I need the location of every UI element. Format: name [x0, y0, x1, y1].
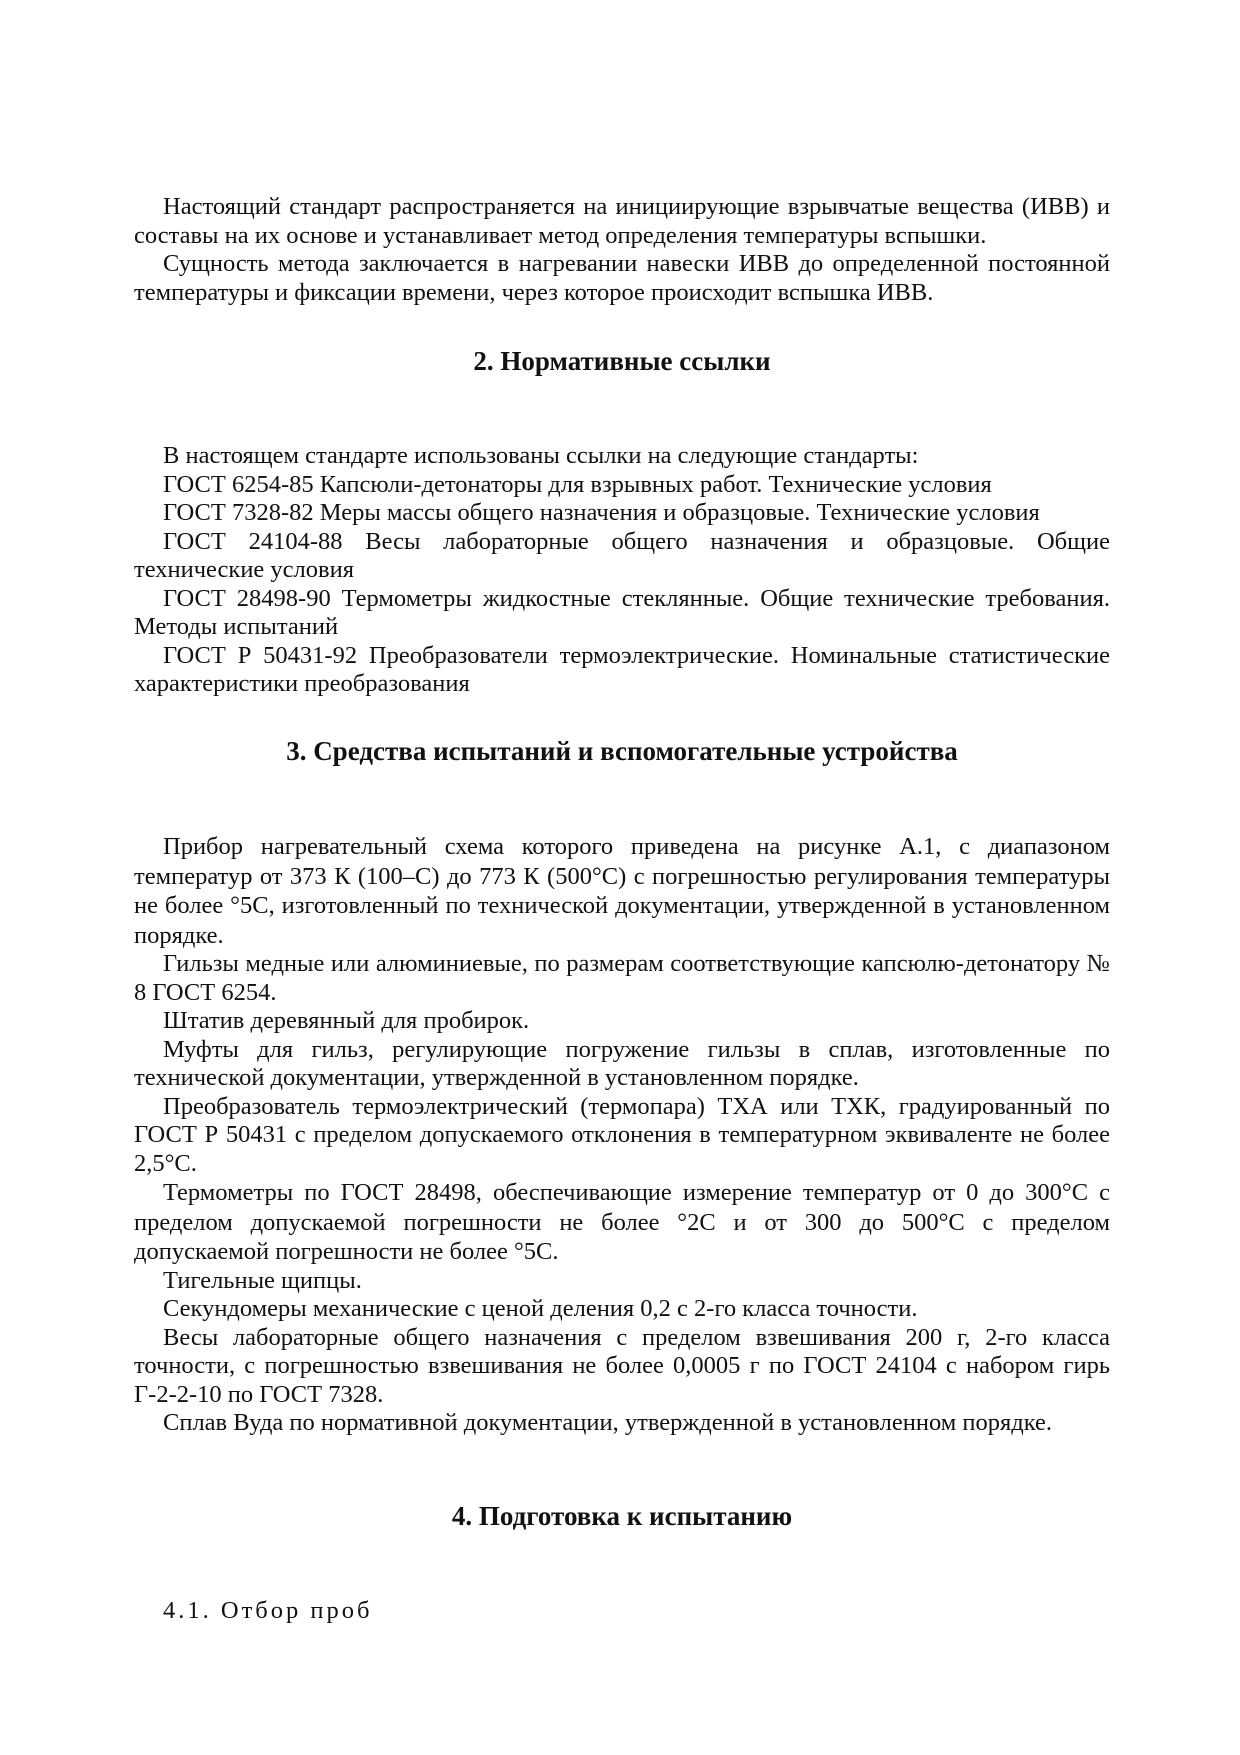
- section-3-heading-block: [134, 735, 1110, 767]
- section-2-title: 2. Нормативные ссылки: [473, 346, 771, 376]
- subsection-4-1-title: 4.1. Отбор проб: [163, 1597, 373, 1624]
- section-3-paragraph: Весы лабораторные общего назначения с пределом взвешивания 200 г, 2-го класса точности, с погрешностью взвешивания не более 0,0005 г по ГОСТ 24104 с набором гирь Г-2-2-10 по ГОСТ 7328.: [134, 1323, 1110, 1408]
- section-4-body: [134, 1597, 1110, 1626]
- section-3-paragraph: Преобразователь термоэлектрический (термопара) ТХА или ТХК, градуированный по ГОСТ Р 50431 с пределом допускаемого отклонения в температурном эквиваленте не более 2,5°С.: [134, 1092, 1110, 1177]
- section-3-paragraph: Тигельные щипцы.: [163, 1266, 362, 1294]
- section-3-paragraph: Прибор нагревательный схема которого приведена на рисунке А.1, с диапазоном температур от 373 К (100–С) до 773 К (500°С) с погрешностью регулирования температуры не более °5С, изготовленный по технической документации, утвержденной в установленном порядке.: [134, 833, 1110, 949]
- intro-paragraph-1: Настоящий стандарт распространяется на инициирующие взрывчатые вещества (ИВВ) и составы на их основе и устанавливает метод определения температуры вспышки.: [134, 193, 1110, 249]
- section-2-paragraph: ГОСТ 24104-88 Весы лабораторные общего назначения и образцовые. Общие технические условия: [134, 527, 1110, 583]
- section-3-body: [134, 832, 1110, 1438]
- section-2-paragraph: ГОСТ 7328-82 Меры массы общего назначения и образцовые. Технические условия: [163, 499, 1040, 526]
- section-2-body: [134, 442, 1110, 699]
- section-4-title: 4. Подготовка к испытанию: [451, 1501, 793, 1531]
- section-2-heading-block: [134, 345, 1110, 377]
- section-2-paragraph: ГОСТ 6254-85 Капсюли-детонаторы для взрывных работ. Технические условия: [163, 470, 992, 498]
- section-3-paragraph: Сплав Вуда по нормативной документации, утвержденной в установленном порядке.: [163, 1409, 1053, 1436]
- section-3-paragraph: Термометры по ГОСТ 28498, обеспечивающие измерение температур от 0 до 300°С с пределом допускаемой погрешности не более °2С и от 300 до 500°С с пределом допускаемой погрешности не более °5С.: [134, 1179, 1110, 1265]
- section-2-paragraph: ГОСТ Р 50431-92 Преобразователи термоэлектрические. Номинальные статистические характеристики преобразования: [134, 641, 1110, 697]
- intro-paragraph-2: Сущность метода заключается в нагревании навески ИВВ до определенной постоянной температуры и фиксации времени, через которое происходит вспышка ИВВ.: [134, 250, 1110, 306]
- section-3-paragraph: Гильзы медные или алюминиевые, по размерам соответствующие капсюлю-детонатору № 8 ГОСТ 6254.: [134, 950, 1110, 1006]
- section-2-paragraph: В настоящем стандарте использованы ссылки на следующие стандарты:: [163, 442, 919, 469]
- section-3-paragraph: Секундомеры механические с ценой деления 0,2 с 2-го класса точности.: [163, 1295, 918, 1322]
- section-3-title: 3. Средства испытаний и вспомогательные устройства: [286, 736, 958, 766]
- intro-block: [134, 193, 1110, 307]
- section-4-heading-block: [134, 1500, 1110, 1532]
- section-2-paragraph: ГОСТ 28498-90 Термометры жидкостные стеклянные. Общие технические требования. Методы испытаний: [134, 584, 1110, 640]
- section-3-paragraph: Муфты для гильз, регулирующие погружение гильзы в сплав, изготовленные по технической документации, утвержденной в установленном порядке.: [134, 1035, 1110, 1091]
- section-3-paragraph: Штатив деревянный для пробирок.: [163, 1007, 530, 1034]
- document-page: [134, 0, 1110, 1755]
